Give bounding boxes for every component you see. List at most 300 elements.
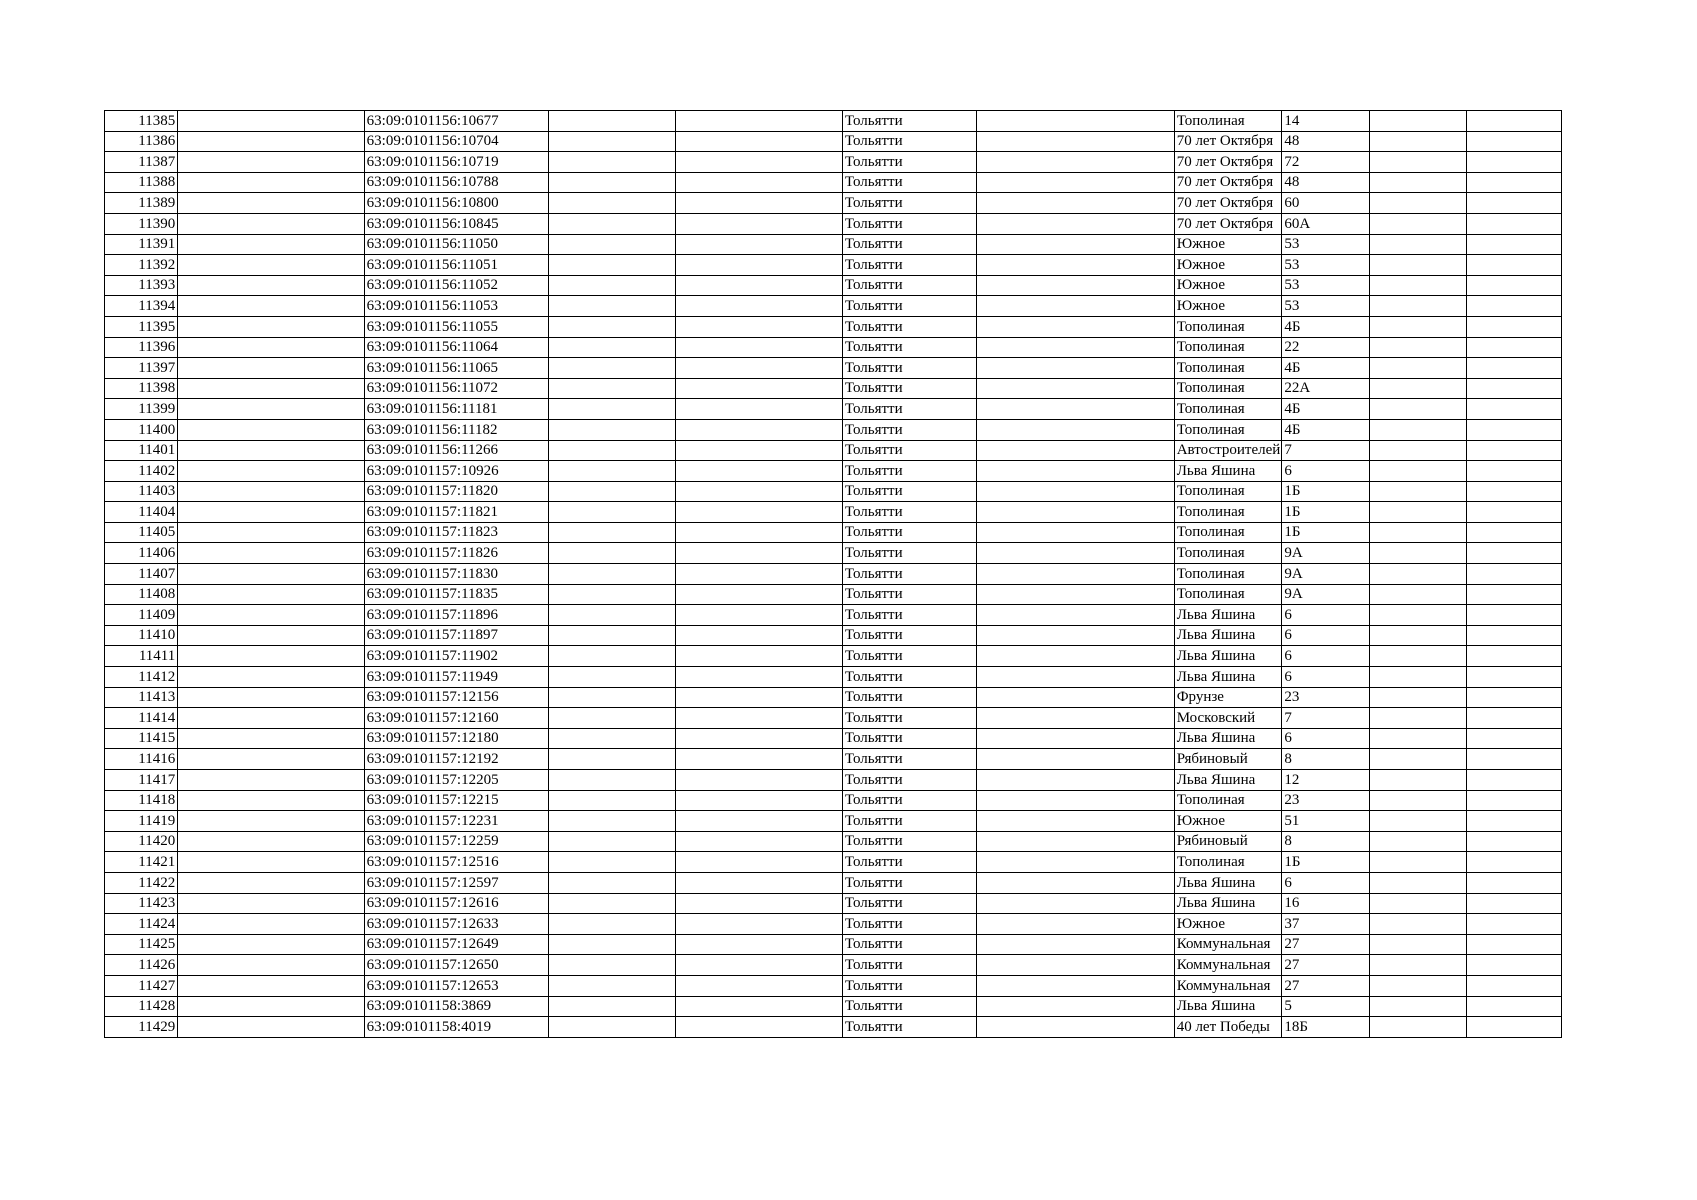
table-row (105, 1017, 1562, 1038)
row-number: 11406 (105, 543, 178, 564)
empty-cell (178, 770, 364, 791)
cadastral-number: 63:09:0101156:10719 (364, 152, 548, 173)
row-number: 11404 (105, 502, 178, 523)
house-number: 53 (1282, 296, 1370, 317)
table-row (105, 667, 1562, 688)
empty-cell (977, 852, 1175, 873)
table-row (105, 831, 1562, 852)
house-number: 4Б (1282, 399, 1370, 420)
cadastral-number: 63:09:0101156:10677 (364, 111, 548, 132)
empty-cell (1369, 667, 1466, 688)
empty-cell (676, 728, 842, 749)
empty-cell (977, 770, 1175, 791)
empty-cell (1466, 337, 1562, 358)
empty-cell (548, 811, 676, 832)
row-number: 11427 (105, 975, 178, 996)
row-number: 11393 (105, 275, 178, 296)
empty-cell (548, 749, 676, 770)
street-name: Автостроителей (1174, 440, 1282, 461)
city-name: Тольятти (842, 543, 976, 564)
empty-cell (676, 955, 842, 976)
empty-cell (676, 234, 842, 255)
empty-cell (1466, 667, 1562, 688)
table-row (105, 440, 1562, 461)
empty-cell (1369, 1017, 1466, 1038)
empty-cell (1369, 914, 1466, 935)
empty-cell (178, 172, 364, 193)
empty-cell (1369, 131, 1466, 152)
empty-cell (1369, 193, 1466, 214)
empty-cell (1369, 687, 1466, 708)
empty-cell (1466, 481, 1562, 502)
street-name: Тополиная (1174, 378, 1282, 399)
city-name: Тольятти (842, 213, 976, 234)
empty-cell (676, 975, 842, 996)
empty-cell (548, 646, 676, 667)
house-number: 6 (1282, 646, 1370, 667)
empty-cell (548, 255, 676, 276)
cadastral-number: 63:09:0101156:11050 (364, 234, 548, 255)
street-name: 70 лет Октября (1174, 152, 1282, 173)
empty-cell (676, 522, 842, 543)
empty-cell (178, 667, 364, 688)
empty-cell (977, 296, 1175, 317)
empty-cell (1466, 996, 1562, 1017)
cadastral-number: 63:09:0101156:11055 (364, 316, 548, 337)
street-name: 70 лет Октября (1174, 172, 1282, 193)
empty-cell (977, 316, 1175, 337)
empty-cell (548, 770, 676, 791)
table-row (105, 728, 1562, 749)
cadastral-number: 63:09:0101157:12653 (364, 975, 548, 996)
empty-cell (676, 399, 842, 420)
empty-cell (676, 1017, 842, 1038)
empty-cell (676, 625, 842, 646)
street-name: Тополиная (1174, 790, 1282, 811)
empty-cell (676, 337, 842, 358)
city-name: Тольятти (842, 131, 976, 152)
empty-cell (1369, 461, 1466, 482)
cadastral-number: 63:09:0101157:11821 (364, 502, 548, 523)
empty-cell (178, 564, 364, 585)
city-name: Тольятти (842, 255, 976, 276)
house-number: 6 (1282, 728, 1370, 749)
empty-cell (1466, 378, 1562, 399)
city-name: Тольятти (842, 316, 976, 337)
cadastral-number: 63:09:0101157:11820 (364, 481, 548, 502)
street-name: Тополиная (1174, 543, 1282, 564)
row-number: 11388 (105, 172, 178, 193)
city-name: Тольятти (842, 996, 976, 1017)
city-name: Тольятти (842, 955, 976, 976)
table-row (105, 708, 1562, 729)
cadastral-number: 63:09:0101156:10788 (364, 172, 548, 193)
empty-cell (1369, 749, 1466, 770)
empty-cell (977, 790, 1175, 811)
house-number: 1Б (1282, 522, 1370, 543)
table-row (105, 975, 1562, 996)
empty-cell (178, 296, 364, 317)
cadastral-number: 63:09:0101157:10926 (364, 461, 548, 482)
street-name: Тополиная (1174, 522, 1282, 543)
empty-cell (178, 728, 364, 749)
city-name: Тольятти (842, 193, 976, 214)
empty-cell (548, 316, 676, 337)
house-number: 1Б (1282, 481, 1370, 502)
empty-cell (1369, 728, 1466, 749)
empty-cell (977, 543, 1175, 564)
table-row (105, 152, 1562, 173)
cadastral-number: 63:09:0101156:11072 (364, 378, 548, 399)
row-number: 11426 (105, 955, 178, 976)
empty-cell (977, 564, 1175, 585)
street-name: Льва Яшина (1174, 605, 1282, 626)
house-number: 60 (1282, 193, 1370, 214)
city-name: Тольятти (842, 646, 976, 667)
empty-cell (1369, 522, 1466, 543)
empty-cell (1466, 811, 1562, 832)
empty-cell (977, 152, 1175, 173)
row-number: 11402 (105, 461, 178, 482)
document-page (104, 110, 1562, 1038)
empty-cell (178, 934, 364, 955)
table-row (105, 543, 1562, 564)
house-number: 5 (1282, 996, 1370, 1017)
city-name: Тольятти (842, 872, 976, 893)
cadastral-number: 63:09:0101157:12516 (364, 852, 548, 873)
empty-cell (1466, 152, 1562, 173)
empty-cell (1369, 975, 1466, 996)
row-number: 11407 (105, 564, 178, 585)
empty-cell (1369, 584, 1466, 605)
city-name: Тольятти (842, 728, 976, 749)
table-row (105, 646, 1562, 667)
row-number: 11410 (105, 625, 178, 646)
empty-cell (676, 213, 842, 234)
street-name: Южное (1174, 811, 1282, 832)
street-name: Тополиная (1174, 852, 1282, 873)
empty-cell (1369, 770, 1466, 791)
empty-cell (548, 852, 676, 873)
city-name: Тольятти (842, 440, 976, 461)
empty-cell (548, 111, 676, 132)
empty-cell (676, 872, 842, 893)
empty-cell (178, 955, 364, 976)
empty-cell (676, 378, 842, 399)
street-name: Тополиная (1174, 564, 1282, 585)
empty-cell (977, 481, 1175, 502)
table-row (105, 749, 1562, 770)
empty-cell (977, 955, 1175, 976)
empty-cell (676, 914, 842, 935)
empty-cell (178, 605, 364, 626)
empty-cell (1466, 831, 1562, 852)
empty-cell (977, 502, 1175, 523)
cadastral-number: 63:09:0101157:11902 (364, 646, 548, 667)
empty-cell (1466, 975, 1562, 996)
street-name: 40 лет Победы (1174, 1017, 1282, 1038)
empty-cell (977, 440, 1175, 461)
cadastral-number: 63:09:0101157:12215 (364, 790, 548, 811)
row-number: 11421 (105, 852, 178, 873)
empty-cell (676, 131, 842, 152)
empty-cell (1466, 213, 1562, 234)
empty-cell (676, 481, 842, 502)
street-name: Льва Яшина (1174, 893, 1282, 914)
city-name: Тольятти (842, 275, 976, 296)
table-row (105, 275, 1562, 296)
table-row (105, 378, 1562, 399)
house-number: 14 (1282, 111, 1370, 132)
table-row (105, 625, 1562, 646)
house-number: 6 (1282, 667, 1370, 688)
table-row (105, 811, 1562, 832)
row-number: 11428 (105, 996, 178, 1017)
empty-cell (548, 955, 676, 976)
empty-cell (178, 543, 364, 564)
house-number: 6 (1282, 605, 1370, 626)
empty-cell (178, 399, 364, 420)
empty-cell (977, 111, 1175, 132)
empty-cell (548, 872, 676, 893)
empty-cell (1369, 872, 1466, 893)
empty-cell (676, 111, 842, 132)
empty-cell (178, 811, 364, 832)
row-number: 11385 (105, 111, 178, 132)
empty-cell (178, 111, 364, 132)
empty-cell (977, 728, 1175, 749)
empty-cell (676, 502, 842, 523)
table-row (105, 687, 1562, 708)
empty-cell (1369, 378, 1466, 399)
city-name: Тольятти (842, 975, 976, 996)
empty-cell (676, 358, 842, 379)
empty-cell (676, 419, 842, 440)
empty-cell (1369, 234, 1466, 255)
house-number: 22А (1282, 378, 1370, 399)
table-row (105, 131, 1562, 152)
table-row (105, 234, 1562, 255)
empty-cell (548, 152, 676, 173)
table-row (105, 172, 1562, 193)
empty-cell (548, 172, 676, 193)
street-name: Южное (1174, 914, 1282, 935)
row-number: 11403 (105, 481, 178, 502)
street-name: Южное (1174, 296, 1282, 317)
city-name: Тольятти (842, 481, 976, 502)
empty-cell (977, 811, 1175, 832)
empty-cell (548, 934, 676, 955)
street-name: Тополиная (1174, 358, 1282, 379)
empty-cell (548, 687, 676, 708)
cadastral-number: 63:09:0101156:11182 (364, 419, 548, 440)
city-name: Тольятти (842, 687, 976, 708)
street-name: Льва Яшина (1174, 461, 1282, 482)
cadastral-number: 63:09:0101157:12633 (364, 914, 548, 935)
row-number: 11422 (105, 872, 178, 893)
empty-cell (548, 667, 676, 688)
street-name: Льва Яшина (1174, 770, 1282, 791)
empty-cell (676, 852, 842, 873)
city-name: Тольятти (842, 358, 976, 379)
house-number: 27 (1282, 955, 1370, 976)
empty-cell (1466, 543, 1562, 564)
empty-cell (676, 152, 842, 173)
empty-cell (1466, 646, 1562, 667)
row-number: 11408 (105, 584, 178, 605)
cadastral-number: 63:09:0101157:12180 (364, 728, 548, 749)
empty-cell (178, 234, 364, 255)
empty-cell (977, 522, 1175, 543)
cadastral-number: 63:09:0101156:10800 (364, 193, 548, 214)
row-number: 11397 (105, 358, 178, 379)
table-row (105, 605, 1562, 626)
street-name: Тополиная (1174, 111, 1282, 132)
house-number: 53 (1282, 255, 1370, 276)
city-name: Тольятти (842, 811, 976, 832)
table-row (105, 564, 1562, 585)
empty-cell (1466, 1017, 1562, 1038)
row-number: 11401 (105, 440, 178, 461)
empty-cell (1466, 687, 1562, 708)
empty-cell (977, 1017, 1175, 1038)
empty-cell (977, 461, 1175, 482)
table-row (105, 461, 1562, 482)
row-number: 11398 (105, 378, 178, 399)
empty-cell (977, 708, 1175, 729)
empty-cell (1466, 399, 1562, 420)
empty-cell (1369, 255, 1466, 276)
empty-cell (977, 358, 1175, 379)
empty-cell (548, 502, 676, 523)
table-row (105, 893, 1562, 914)
empty-cell (548, 213, 676, 234)
city-name: Тольятти (842, 770, 976, 791)
empty-cell (676, 172, 842, 193)
empty-cell (977, 996, 1175, 1017)
house-number: 27 (1282, 934, 1370, 955)
empty-cell (676, 605, 842, 626)
empty-cell (178, 337, 364, 358)
empty-cell (1369, 893, 1466, 914)
row-number: 11420 (105, 831, 178, 852)
row-number: 11425 (105, 934, 178, 955)
house-number: 6 (1282, 625, 1370, 646)
city-name: Тольятти (842, 172, 976, 193)
cadastral-number: 63:09:0101157:12259 (364, 831, 548, 852)
table-row (105, 872, 1562, 893)
empty-cell (977, 584, 1175, 605)
empty-cell (1369, 419, 1466, 440)
empty-cell (548, 625, 676, 646)
empty-cell (977, 934, 1175, 955)
empty-cell (1466, 316, 1562, 337)
table-row (105, 502, 1562, 523)
street-name: Южное (1174, 234, 1282, 255)
empty-cell (1466, 914, 1562, 935)
cadastral-number: 63:09:0101158:4019 (364, 1017, 548, 1038)
empty-cell (977, 605, 1175, 626)
empty-cell (1369, 852, 1466, 873)
street-name: Южное (1174, 255, 1282, 276)
empty-cell (676, 831, 842, 852)
empty-cell (548, 893, 676, 914)
street-name: Льва Яшина (1174, 625, 1282, 646)
row-number: 11429 (105, 1017, 178, 1038)
empty-cell (1369, 172, 1466, 193)
empty-cell (1369, 996, 1466, 1017)
street-name: Рябиновый (1174, 831, 1282, 852)
street-name: Рябиновый (1174, 749, 1282, 770)
city-name: Тольятти (842, 296, 976, 317)
empty-cell (1369, 502, 1466, 523)
house-number: 7 (1282, 440, 1370, 461)
city-name: Тольятти (842, 502, 976, 523)
cadastral-number: 63:09:0101157:12231 (364, 811, 548, 832)
house-number: 9А (1282, 564, 1370, 585)
empty-cell (676, 749, 842, 770)
street-name: Тополиная (1174, 584, 1282, 605)
empty-cell (1369, 213, 1466, 234)
empty-cell (1466, 728, 1562, 749)
empty-cell (977, 399, 1175, 420)
street-name: Тополиная (1174, 337, 1282, 358)
empty-cell (178, 502, 364, 523)
empty-cell (1466, 893, 1562, 914)
empty-cell (676, 564, 842, 585)
empty-cell (977, 625, 1175, 646)
empty-cell (1466, 749, 1562, 770)
empty-cell (1369, 708, 1466, 729)
house-number: 6 (1282, 461, 1370, 482)
cadastral-number: 63:09:0101158:3869 (364, 996, 548, 1017)
empty-cell (977, 419, 1175, 440)
empty-cell (1369, 543, 1466, 564)
empty-cell (548, 358, 676, 379)
empty-cell (1369, 399, 1466, 420)
empty-cell (977, 193, 1175, 214)
empty-cell (1466, 522, 1562, 543)
empty-cell (1466, 852, 1562, 873)
empty-cell (1369, 934, 1466, 955)
empty-cell (1466, 564, 1562, 585)
empty-cell (178, 625, 364, 646)
empty-cell (1466, 419, 1562, 440)
city-name: Тольятти (842, 625, 976, 646)
empty-cell (1369, 111, 1466, 132)
empty-cell (548, 522, 676, 543)
empty-cell (178, 831, 364, 852)
cadastral-number: 63:09:0101157:11830 (364, 564, 548, 585)
row-number: 11389 (105, 193, 178, 214)
empty-cell (178, 996, 364, 1017)
empty-cell (1466, 255, 1562, 276)
table-row (105, 852, 1562, 873)
table-row (105, 790, 1562, 811)
cadastral-number: 63:09:0101156:11266 (364, 440, 548, 461)
empty-cell (1466, 131, 1562, 152)
empty-cell (178, 687, 364, 708)
row-number: 11414 (105, 708, 178, 729)
empty-cell (178, 255, 364, 276)
empty-cell (1466, 770, 1562, 791)
empty-cell (548, 728, 676, 749)
empty-cell (977, 213, 1175, 234)
city-name: Тольятти (842, 584, 976, 605)
empty-cell (178, 749, 364, 770)
empty-cell (548, 790, 676, 811)
empty-cell (548, 131, 676, 152)
